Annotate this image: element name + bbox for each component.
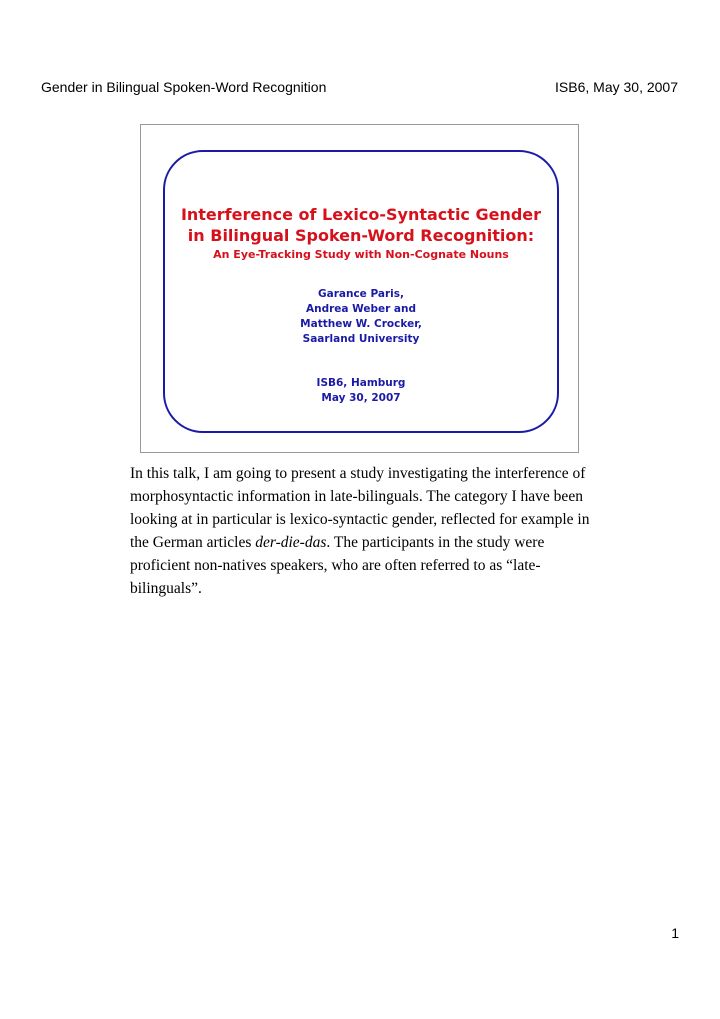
slide-title (165, 204, 557, 246)
slide-authors (165, 287, 557, 347)
notes-text-part-1: In this talk, I am going to present a study investigating the interference of morphosyntactic information in late-bilinguals. The category I have been looking at in particular is lexico-syntactic gender, reflected for example in the German articles (130, 465, 590, 551)
slide-event-location: ISB6, Hamburg (316, 377, 406, 389)
speaker-notes (130, 462, 600, 600)
slide-thumbnail (140, 124, 579, 453)
slide-title-line-2: in Bilingual Spoken-Word Recognition: (187, 226, 535, 245)
slide-subtitle: An Eye-Tracking Study with Non-Cognate Nouns (213, 248, 509, 261)
slide-author-line: Garance Paris, (318, 288, 404, 300)
slide-event-date: May 30, 2007 (321, 392, 401, 404)
slide-author-line: Andrea Weber and (305, 303, 417, 315)
slide-card (163, 150, 559, 433)
notes-text-part-2: . The participants in the study were proficient non-natives speakers, who are often referred to as “late-bilinguals”. (130, 534, 545, 597)
slide-event (165, 376, 557, 406)
notes-italic-example: der-die-das (255, 534, 327, 551)
slide-affiliation: Saarland University (302, 333, 420, 345)
slide-author-line: Matthew W. Crocker, (300, 318, 422, 330)
header-title: Gender in Bilingual Spoken-Word Recognition (41, 79, 327, 95)
page-number: 1 (671, 925, 679, 941)
slide-title-line-1: Interference of Lexico-Syntactic Gender (180, 205, 542, 224)
header-event-date: ISB6, May 30, 2007 (555, 79, 678, 95)
